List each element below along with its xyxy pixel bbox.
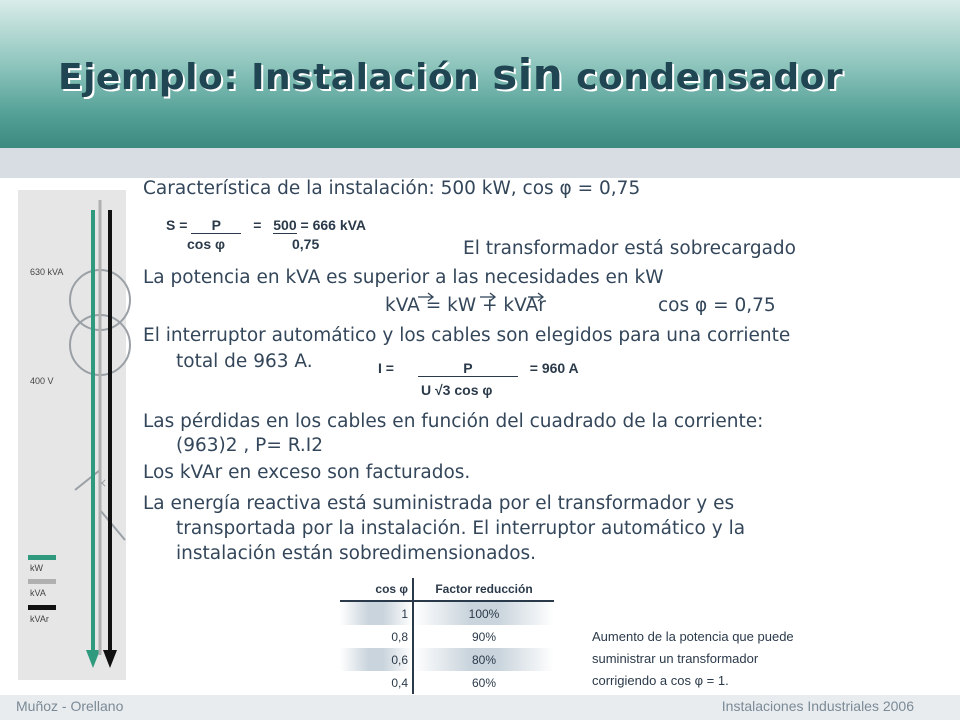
breaker-x: × bbox=[97, 476, 108, 490]
vector-kw: kW bbox=[447, 295, 477, 316]
text-reactive-c: instalación están sobredimensionados. bbox=[176, 543, 537, 564]
note-line-1: Aumento de la potencia que puede bbox=[592, 629, 794, 644]
legend-kvar-swatch bbox=[28, 605, 56, 610]
legend-kvar-label: kVAr bbox=[30, 614, 49, 624]
label-400v: 400 V bbox=[30, 376, 54, 386]
vector-cos: cos φ = 0,75 bbox=[658, 295, 776, 316]
text-overload: El transformador está sobrecargado bbox=[463, 238, 796, 259]
cell-cos: 0,6 bbox=[340, 648, 413, 671]
cell-factor: 60% bbox=[413, 671, 554, 694]
legend-kw-swatch bbox=[28, 555, 56, 560]
formula-i: I = P = 960 A bbox=[378, 360, 579, 376]
footer-authors: Muñoz - Orellano bbox=[16, 698, 124, 714]
cell-cos: 0,8 bbox=[340, 625, 413, 648]
table-row bbox=[340, 671, 554, 694]
formula-i-den: U √3 cos φ bbox=[421, 382, 493, 398]
cell-factor: 80% bbox=[413, 648, 554, 671]
electrical-diagram bbox=[0, 180, 140, 690]
table-row bbox=[340, 601, 554, 625]
header-stripe bbox=[0, 148, 960, 178]
formula-s-den2: 0,75 bbox=[292, 236, 320, 252]
formula-s: S = P = 500 = 666 kVA bbox=[166, 217, 367, 233]
footer-course: Instalaciones Industriales 2006 bbox=[721, 698, 914, 714]
slide-title: Ejemplo: Instalación sin condensador bbox=[58, 50, 844, 99]
reduction-table bbox=[340, 578, 554, 694]
cell-cos: 1 bbox=[340, 601, 413, 625]
text-characteristics: Característica de la instalación: 500 kW, cos φ = 0,75 bbox=[143, 178, 641, 199]
vector-equation: kVA = kW + kVAr bbox=[385, 295, 546, 316]
text-kvar-billed: Los kVAr en exceso son facturados. bbox=[143, 462, 471, 483]
text-breaker-a: El interruptor automático y los cables son elegidos para una corriente bbox=[143, 325, 791, 346]
table-header-row bbox=[340, 578, 554, 601]
legend-kva-label: kVA bbox=[30, 588, 46, 598]
text-breaker-b: total de 963 A. bbox=[176, 351, 313, 372]
cell-cos: 0,4 bbox=[340, 671, 413, 694]
table-row bbox=[340, 625, 554, 648]
text-reactive-a: La energía reactiva está suministrada por el transformador y es bbox=[143, 493, 735, 514]
header-factor: Factor reducción bbox=[413, 578, 554, 601]
header-cos: cos φ bbox=[340, 578, 413, 601]
note-line-3: corrigiendo a cos φ = 1. bbox=[592, 673, 729, 688]
label-630kva: 630 kVA bbox=[30, 267, 64, 277]
vector-kvar: kVAr bbox=[503, 295, 546, 316]
text-reactive-b: transportada por la instalación. El interruptor automático y la bbox=[176, 518, 746, 539]
text-kva-superior: La potencia en kVA es superior a las necesidades en kW bbox=[143, 267, 664, 288]
vector-kva: kVA bbox=[385, 295, 420, 316]
formula-s-den1: cos φ bbox=[187, 236, 226, 252]
vector-arrows bbox=[380, 290, 560, 304]
text-losses-a: Las pérdidas en los cables en función del cuadrado de la corriente: bbox=[143, 411, 764, 432]
note-line-2: suministrar un transformador bbox=[592, 651, 759, 666]
text-losses-b: (963)2 , P= R.I2 bbox=[176, 435, 323, 456]
legend-kw-label: kW bbox=[30, 563, 43, 573]
cell-factor: 100% bbox=[413, 601, 554, 625]
table-row bbox=[340, 648, 554, 671]
cell-factor: 90% bbox=[413, 625, 554, 648]
legend-kva-swatch bbox=[28, 579, 56, 584]
